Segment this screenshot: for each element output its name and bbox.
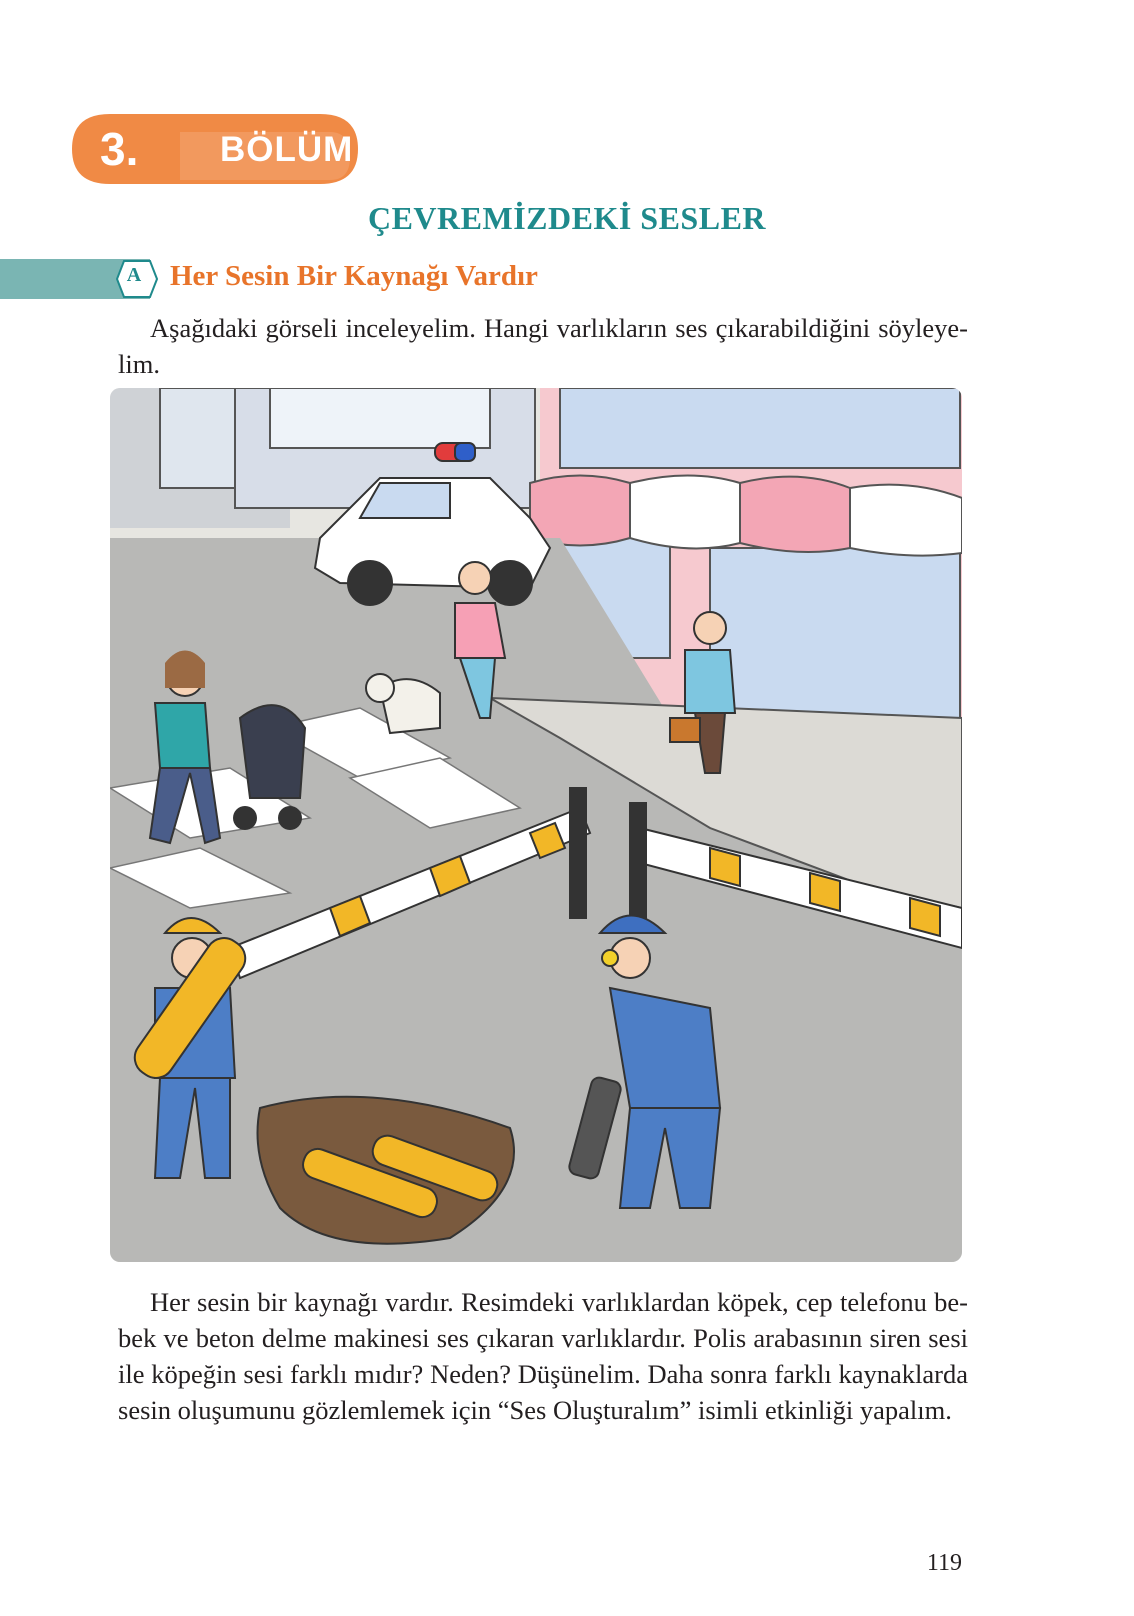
chapter-word: BÖLÜM — [220, 130, 354, 169]
page-number: 119 — [926, 1550, 962, 1576]
shop-awning — [530, 476, 962, 556]
chapter-number: 3. — [100, 123, 139, 175]
chapter-badge — [70, 112, 360, 186]
intro-paragraph: Aşağıdaki görseli inceleyelim. Hangi varlıkların ses çıkarabildiğini söyleye-lim. — [118, 313, 968, 379]
section-letter: A — [126, 264, 142, 286]
body-paragraph: Her sesin bir kaynağı vardır. Resimdeki varlıklardan köpek, cep telefonu be-bek ve beton delme makinesi ses çıkaran varlıklardır. Polis arabasının siren sesi ile köpeğin sesi farklı mıdır? Neden? Düşünelim. Daha sonra farklı kaynaklarda sesin oluşumunu gözlemlemek için “Ses Oluşturalım” isimli etkinliği yapalım. — [118, 1287, 968, 1425]
page-title: ÇEVREMİZDEKİ SESLER — [367, 200, 767, 236]
street-scene-illustration — [110, 388, 962, 1262]
section-title: Her Sesin Bir Kaynağı Vardır — [170, 260, 538, 292]
